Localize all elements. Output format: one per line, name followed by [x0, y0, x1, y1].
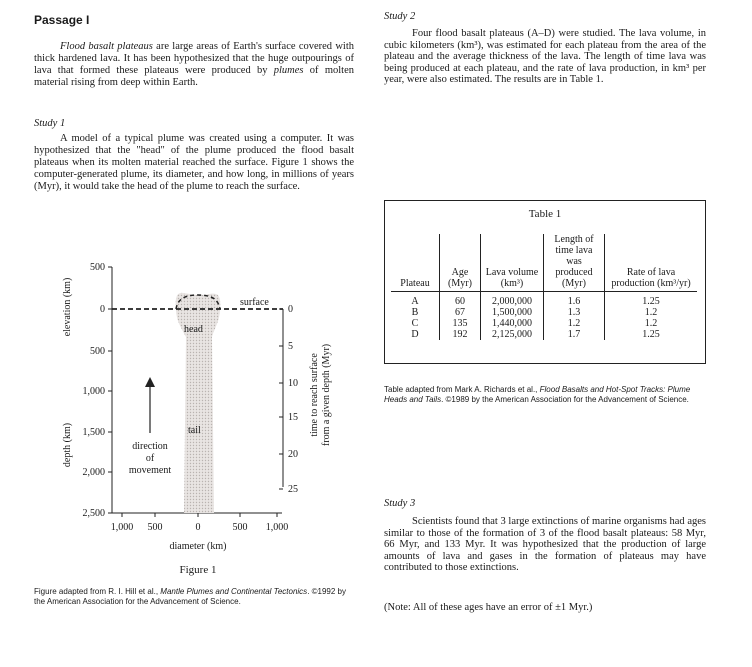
elevation-axis-label: elevation (km) [62, 277, 73, 337]
cell-plateau: A [411, 296, 419, 307]
tail-label: tail [188, 425, 201, 436]
left-axis-ticks [83, 262, 113, 519]
left-tick-label: 2,500 [82, 508, 105, 519]
study1-title: Study 1 [34, 118, 66, 129]
cell-plateau: D [411, 329, 419, 340]
bottom-tick-label: 1,000 [265, 522, 289, 533]
direction-arrow-icon [145, 377, 155, 387]
direction-label-2: of [145, 453, 155, 464]
cell-volume: 2,125,000 [481, 329, 544, 340]
cell-age: 60 [440, 292, 481, 308]
right-tick-label: 20 [288, 449, 298, 460]
study1-text: A model of a typical plume was created using a computer. It was hypothesized that the "head" of the plume produced the flood basalt plateaus when its molten material reached the surface. Figure 1 shows the computer-generated plume, its diameter, and how long, in millions of years (Myr), it would take the head of the plume to reach the surface. [34, 133, 354, 192]
caption-suffix: . ©1992 by the American Association for the Advancement of Science. [34, 587, 346, 606]
cell-age: 192 [440, 329, 481, 340]
bottom-axis-ticks [111, 513, 289, 533]
depth-axis-label: depth (km) [62, 422, 73, 468]
cell-length: 1.7 [544, 329, 605, 340]
header-age: Age (Myr) [440, 234, 481, 292]
right-tick-label: 0 [288, 304, 293, 315]
term-flood-basalt: Flood basalt plateaus [60, 41, 153, 52]
caption-source-title: Mantle Plumes and Continental Tectonics [160, 587, 308, 596]
study3-text: Scientists found that 3 large extinctions of marine organisms had ages similar to those of the formation of 3 of the flood basalt plateaus: 58 Myr, 66 Myr, and 133 Myr. It was hypothesized that the production of large amounts of lava and gases in the formation of plateaus may have contributed to those extinctions. [384, 516, 706, 573]
surface-label: surface [240, 297, 269, 308]
left-tick-label: 1,000 [82, 386, 105, 397]
table1-title: Table 1 [528, 208, 562, 220]
passage-title: Passage I [34, 13, 90, 27]
cell-rate: 1.2 [605, 307, 698, 318]
header-length: Length of time lava was produced (Myr) [544, 234, 605, 292]
right-tick-label: 15 [288, 412, 298, 423]
direction-label-1: direction [132, 441, 168, 452]
study2-text: Four flood basalt plateaus (A–D) were studied. The lava volume, in cubic kilometers (km³), was estimated for each plateau from the area of the plateau and the average thickness of the lava. The length of time lava was being produced at each plateau, and the rate of lava production, in km³ per year, were also estimated. The results are in Table 1. [384, 28, 706, 85]
cell-volume: 1,500,000 [481, 307, 544, 318]
figure1 [0, 225, 370, 605]
intro-end: of molten material rising from deep within Earth. [34, 65, 354, 88]
right-tick-label: 10 [288, 378, 298, 389]
cell-length: 1.6 [544, 292, 605, 308]
cell-length: 1.2 [544, 318, 605, 329]
right-axis-ticks [279, 304, 298, 495]
cell-length: 1.3 [544, 307, 605, 318]
right-tick-label: 5 [288, 341, 293, 352]
left-tick-label: 1,500 [82, 427, 105, 438]
study3-note: (Note: All of these ages have an error of ±1 Myr.) [384, 602, 593, 613]
bottom-tick-label: 1,000 [110, 522, 134, 533]
cell-volume: 1,440,000 [481, 318, 544, 329]
left-tick-label: 0 [100, 304, 105, 315]
cell-rate: 1.25 [605, 292, 698, 308]
table1-caption [384, 385, 706, 405]
header-volume: Lava volume (km³) [481, 234, 544, 292]
cell-age: 67 [440, 307, 481, 318]
table1-frame [384, 200, 706, 364]
table-row [391, 318, 697, 329]
cell-age: 135 [440, 318, 481, 329]
right-tick-label: 25 [288, 484, 298, 495]
cell-volume: 2,000,000 [481, 292, 544, 308]
header-rate: Rate of lava production (km³/yr) [605, 234, 698, 292]
passage-intro [34, 41, 354, 89]
cell-plateau: C [411, 318, 419, 329]
left-tick-label: 500 [90, 346, 105, 357]
study2-title: Study 2 [384, 11, 416, 22]
bottom-tick-label: 0 [195, 522, 201, 533]
cell-plateau: B [411, 307, 419, 318]
bottom-tick-label: 500 [232, 522, 248, 533]
cell-rate: 1.25 [605, 329, 698, 340]
left-tick-label: 500 [90, 262, 105, 273]
table1 [391, 234, 697, 340]
table-header-row [391, 234, 697, 292]
figure1-caption [34, 587, 358, 607]
time-axis-label-line2: from a given depth (Myr) [321, 343, 332, 447]
term-plumes: plumes [273, 65, 304, 76]
direction-label-3: movement [128, 465, 172, 476]
intro-text: are large areas of Earth's surface covered with thick hardened lava. It has been hypothesized that the huge outpourings of lava that formed these plateaus were produced by [34, 41, 354, 76]
study3-title: Study 3 [384, 498, 416, 509]
table-row [391, 329, 697, 340]
figure-title: Figure 1 [179, 564, 217, 576]
table-row [391, 307, 697, 318]
bottom-tick-label: 500 [147, 522, 163, 533]
cell-rate: 1.2 [605, 318, 698, 329]
table-row [391, 292, 697, 308]
table-caption-suffix: . ©1989 by the American Association for the Advancement of Science. [441, 395, 689, 404]
time-axis-label-line1: time to reach surface [309, 353, 320, 437]
caption-prefix: Figure adapted from R. I. Hill et al., [34, 587, 161, 596]
x-axis-label: diameter (km) [169, 541, 227, 552]
head-label: head [184, 324, 203, 335]
left-tick-label: 2,000 [82, 467, 105, 478]
table-caption-source-title: Flood Basalts and Hot-Spot Tracks: Plume Heads and Tails [384, 385, 691, 404]
table-caption-prefix: Table adapted from Mark A. Richards et al., [384, 385, 540, 394]
header-plateau: Plateau [391, 234, 440, 292]
